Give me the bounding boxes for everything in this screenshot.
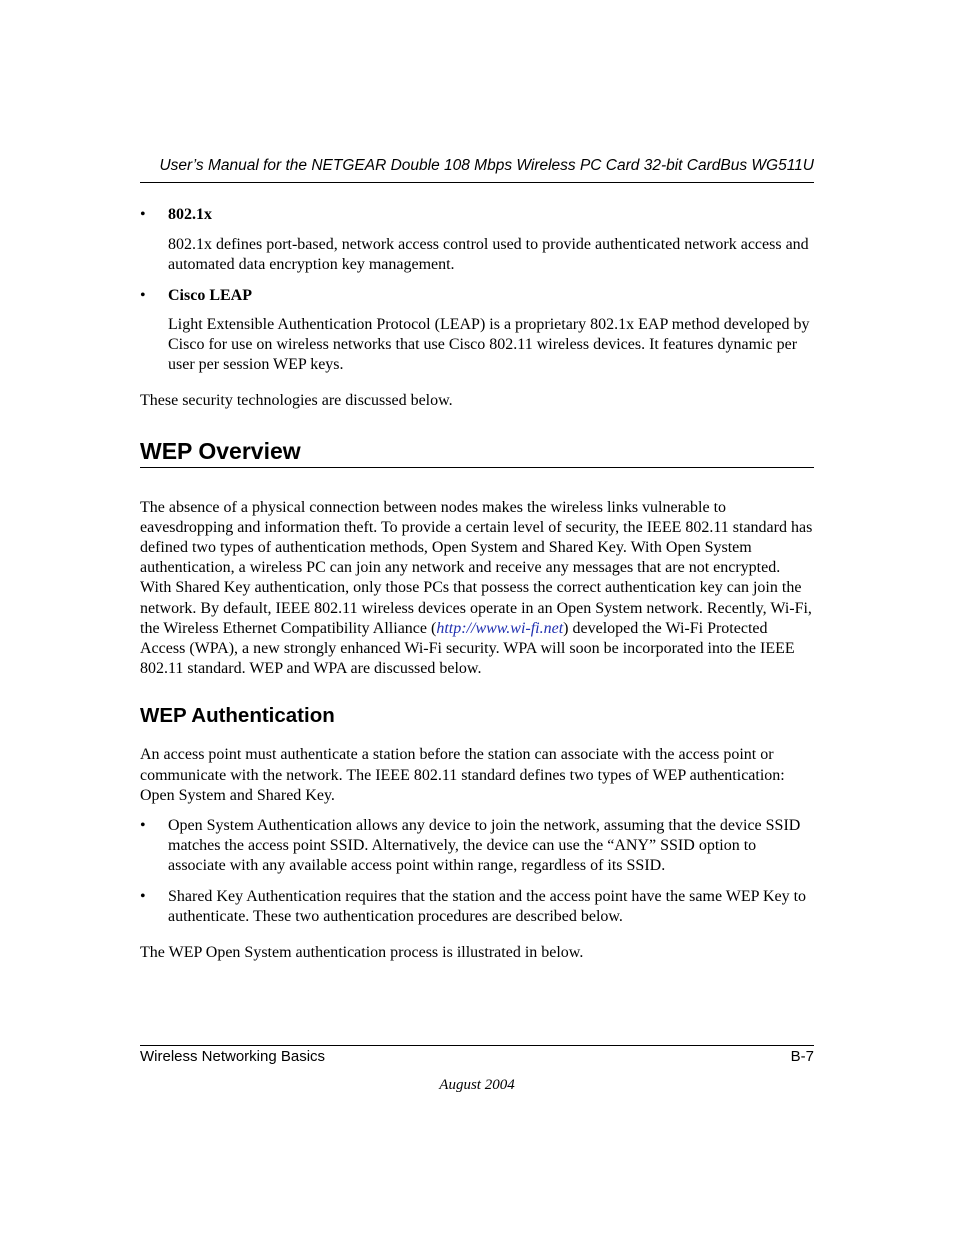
bullet-item-802-1x [140, 205, 814, 225]
section-heading-wep-authentication: WEP Authentication [140, 704, 335, 728]
running-header: User’s Manual for the NETGEAR Double 108 Mbps Wireless PC Card 32-bit CardBus WG511U [159, 157, 814, 174]
page-content [140, 205, 814, 963]
wep-overview-paragraph [140, 498, 814, 680]
footer-rule [140, 1045, 814, 1046]
section-heading-wep-overview: WEP Overview [140, 437, 301, 464]
bullet-text: Shared Key Authentication requires that the station and the access point have the same WEP Key to authenticate. These two authentication procedures are described below. [168, 887, 807, 925]
wi-fi-link[interactable]: http://www.wi-fi.net [436, 619, 564, 637]
bullet-marker: • [140, 206, 146, 223]
bullet-marker: • [140, 817, 146, 835]
bullet-item-cisco-leap [140, 286, 814, 306]
heading-rule [140, 467, 814, 468]
bullet-description: 802.1x defines port-based, network access control used to provide authenticated network access and automated data encryption key management. [168, 236, 809, 274]
header-rule [140, 182, 814, 183]
bullet-term: 802.1x [168, 206, 212, 223]
bullet-marker: • [140, 887, 146, 905]
bullet-text: Open System Authentication allows any device to join the network, assuming that the device SSID matches the access point SSID. Alternatively, the device can use the “ANY” SSID option to associate with any available access point within range, regardless of its SSID. [168, 817, 801, 875]
footer-page-number: B-7 [790, 1048, 814, 1065]
bullet-description: Light Extensible Authentication Protocol (LEAP) is a proprietary 802.1x EAP method developed by Cisco for use on wireless networks that use Cisco 802.11 wireless devices. It features dynamic per user per session WEP keys. [168, 315, 810, 374]
bullet-marker: • [140, 286, 146, 304]
footer-section-title: Wireless Networking Basics [140, 1048, 326, 1065]
paragraph-text: ) developed the Wi-Fi Protected Access (WPA), a new strongly enhanced Wi-Fi security. WPA will soon be incorporated into the IEEE 802.11 standard. WEP and WPA are discussed below. [140, 619, 795, 678]
bullet-item-open-system [140, 816, 814, 877]
intro-closing-paragraph: These security technologies are discussed below. [140, 392, 453, 410]
wep-authentication-paragraph: An access point must authenticate a station before the station can associate with the access point or communicate with the network. The IEEE 802.11 standard defines two types of WEP authentication: Open System and Shared Key. [140, 746, 785, 804]
bullet-item-shared-key [140, 887, 814, 927]
paragraph-text: The absence of a physical connection between nodes makes the wireless links vulnerable to eavesdropping and information theft. To provide a certain level of security, the IEEE 802.11 standard has defined two types of authentication methods, Open System and Shared Key. With Open System authentication, a wireless PC can join any network and receive any messages that are not encrypted. With Shared Key authentication, only those PCs that possess the correct authentication key can join the network. By default, IEEE 802.11 wireless devices operate in an Open System network. Recently, Wi-Fi, the Wireless Ethernet Compatibility Alliance ( [140, 498, 813, 637]
wep-authentication-closing: The WEP Open System authentication process is illustrated in below. [140, 944, 584, 962]
bullet-term: Cisco LEAP [168, 286, 252, 304]
footer-date: August 2004 [439, 1077, 515, 1093]
